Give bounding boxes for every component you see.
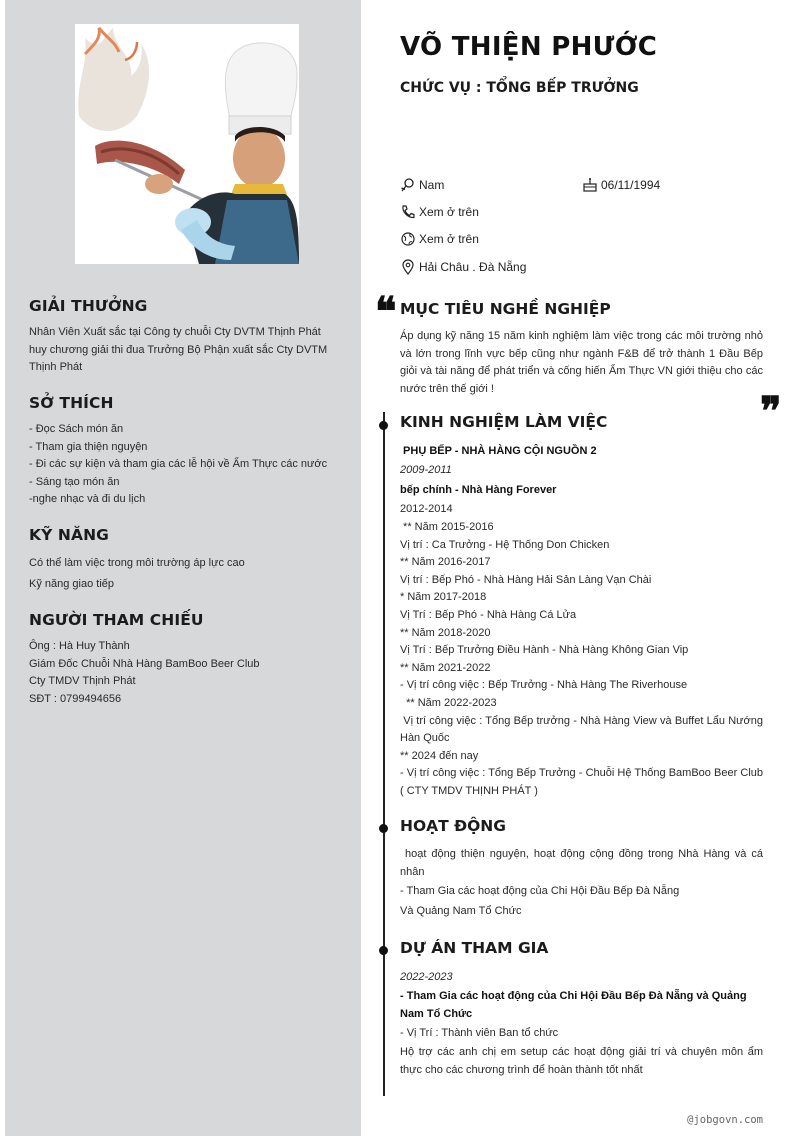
gender-value: Nam	[419, 178, 445, 192]
projects-section	[400, 939, 763, 1079]
project-description: Hộ trợ các anh chị em setup các hoạt động giải trí và chuyên môn ẩm thực cho các chương trình để hoàn thành tốt nhất	[400, 1046, 763, 1076]
open-quote-icon: ❝	[375, 288, 397, 335]
reference-item: Cty TMDV Thịnh Phát	[29, 675, 136, 688]
experience-line: Vị trí : Ca Trưởng - Hệ Thống Don Chicken	[400, 538, 610, 551]
timeline-dot	[379, 421, 388, 430]
location-icon	[400, 259, 416, 275]
experience-position: bếp chính - Nhà Hàng Forever	[400, 484, 557, 496]
experience-line: - Vị trí công việc : Tổng Bếp Trưởng - Chuỗi Hệ Thống BamBoo Beer Club ( CTY TMDV THỊNH PHÁT )	[400, 767, 763, 797]
hobby-item: - Tham gia thiện nguyện	[29, 440, 148, 453]
experience-period: 2009-2011	[400, 464, 452, 476]
activities-title: HOẠT ĐỘNG	[400, 817, 506, 835]
address-info	[400, 258, 526, 276]
objective-text: Áp dụng kỹ năng 15 năm kinh nghiệm làm việc trong các môi trường nhỏ và lớn trong lĩnh vực bếp cũng như ngành F&B để trở thành 1 Đầu Bếp giỏi và tài năng để phát triển và cống hiến Ẩm Thực VN giới thiệu cho các nước trên thế giới !	[400, 330, 763, 395]
close-quote-icon: ❞	[760, 388, 782, 435]
experience-line: ** Năm 2016-2017	[400, 556, 491, 569]
experience-line: ** Năm 2022-2023	[400, 696, 497, 709]
project-name: - Tham Gia các hoạt động của Chi Hội Đầu Bếp Đà Nẵng và Quảng Nam Tổ Chức	[400, 990, 747, 1020]
experience-line: Vị Trí : Bếp Phó - Nhà Hàng Cá Lửa	[400, 608, 577, 621]
activities-section	[400, 817, 767, 921]
awards-title: GIẢI THƯỞNG	[29, 297, 148, 315]
reference-item: Giám Đốc Chuỗi Nhà Hàng BamBoo Beer Club	[29, 657, 260, 670]
reference-item: SĐT : 0799494656	[29, 692, 122, 705]
address-value: Hải Châu . Đà Nẵng	[419, 260, 527, 274]
objective-title: MỤC TIÊU NGHỀ NGHIỆP	[400, 300, 611, 318]
website-value[interactable]: Xem ở trên	[419, 232, 479, 246]
gender-info	[400, 176, 444, 194]
phone-value[interactable]: Xem ở trên	[419, 205, 479, 219]
experience-line: 2012-2014	[400, 503, 453, 515]
timeline-line	[383, 412, 385, 1096]
hobby-item: - Đi các sự kiện và tham gia các lễ hội về Ẩm Thực các nước	[29, 458, 328, 471]
activity-line: hoạt động thiện nguyện, hoạt động cộng đồng trong Nhà Hàng và cá nhân	[400, 848, 767, 878]
experience-line: Vị trí công việc : Tổng Bếp trưởng - Nhà Hàng View và Buffet Lẩu Nướng Hàn Quốc	[400, 714, 767, 745]
experience-title: KINH NGHIỆM LÀM VIỆC	[400, 413, 608, 431]
gender-icon	[400, 177, 416, 193]
chef-photo-illustration	[75, 24, 299, 264]
hobby-item: - Sáng tạo món ăn	[29, 475, 120, 488]
experience-line: Vị Trí : Bếp Trưởng Điều Hành - Nhà Hàng Không Gian Vip	[400, 644, 689, 657]
profile-photo	[75, 24, 299, 264]
skills-title: KỸ NĂNG	[29, 526, 109, 544]
phone-info	[400, 203, 479, 221]
experience-company: PHỤ BẾP - NHÀ HÀNG CỘI NGUỒN 2	[400, 445, 597, 457]
awards-line: Nhân Viên Xuất sắc tại Công ty chuỗi Cty DVTM Thịnh Phát	[29, 326, 321, 338]
awards-section	[29, 297, 347, 377]
dob-value: 06/11/1994	[601, 178, 661, 192]
experience-line: ** Năm 2015-2016	[400, 521, 494, 533]
project-role: - Vị Trí : Thành viên Ban tổ chức	[400, 1027, 559, 1039]
hobby-item: -nghe nhạc và đi du lịch	[29, 493, 146, 506]
projects-title: DỰ ÁN THAM GIA	[400, 939, 549, 957]
awards-line: Thịnh Phát	[29, 361, 83, 374]
calendar-icon	[582, 177, 598, 193]
experience-line: ** 2024 đến nay	[400, 749, 479, 762]
experience-line: - Vị trí công việc : Bếp Trưởng - Nhà Hàng The Riverhouse	[400, 679, 688, 692]
experience-line: * Năm 2017-2018	[400, 591, 487, 604]
hobbies-section	[29, 394, 347, 509]
timeline-dot	[379, 946, 388, 955]
activity-line: - Tham Gia các hoạt động của Chi Hội Đầu Bếp Đà Nẵng	[400, 885, 680, 897]
experience-line: Vị trí : Bếp Phó - Nhà Hàng Hải Sản Làng Vạn Chài	[400, 573, 652, 586]
timeline-dot	[379, 824, 388, 833]
experience-line: ** Năm 2021-2022	[400, 661, 491, 674]
hobby-item: - Đọc Sách món ăn	[29, 423, 124, 435]
candidate-role: CHỨC VỤ : TỔNG BẾP TRƯỞNG	[400, 80, 639, 96]
skill-item: Có thể làm việc trong môi trường áp lực cao	[29, 557, 245, 569]
awards-line: huy chương giải thi đua Trưởng Bộ Phận xuất sắc Cty DVTM	[29, 343, 328, 356]
reference-item: Ông : Hà Huy Thành	[29, 640, 130, 652]
project-period: 2022-2023	[400, 971, 453, 983]
skills-section	[29, 526, 347, 595]
references-title: NGƯỜI THAM CHIẾU	[29, 611, 204, 629]
skill-item: Kỹ năng giao tiếp	[29, 578, 115, 590]
candidate-name: VÕ THIỆN PHƯỚC	[400, 32, 658, 62]
hobbies-title: SỞ THÍCH	[29, 394, 114, 412]
website-info	[400, 230, 479, 248]
footer-watermark: @jobgovn.com	[687, 1114, 763, 1126]
activity-line: Và Quảng Nam Tổ Chức	[400, 905, 522, 917]
references-section	[29, 611, 347, 708]
dob-info	[582, 176, 660, 194]
experience-line: ** Năm 2018-2020	[400, 626, 491, 639]
objective-section	[400, 300, 763, 398]
phone-icon	[400, 204, 416, 220]
globe-icon	[400, 231, 416, 247]
experience-section	[400, 413, 767, 801]
